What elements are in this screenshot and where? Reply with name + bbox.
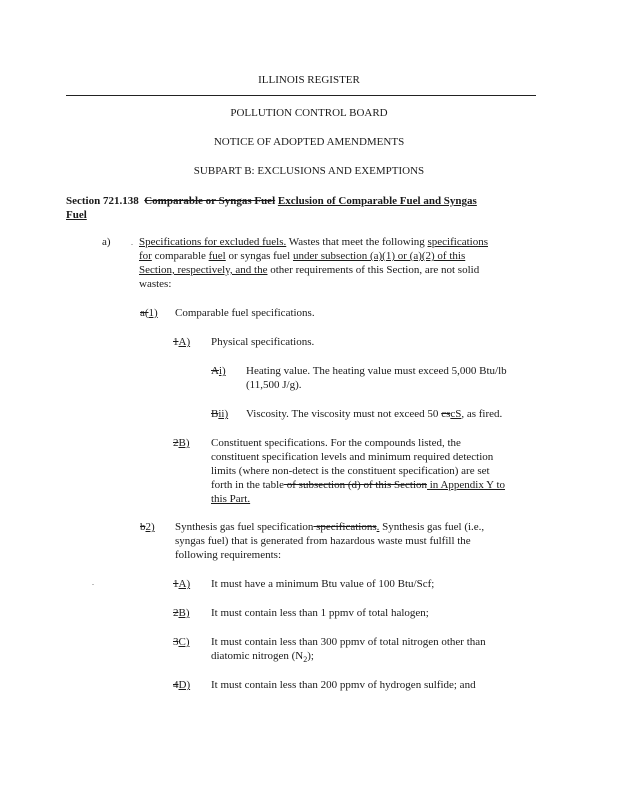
section-old-title: Comparable or Syngas Fuel [144,195,276,207]
subsection-a2D-text: It must contain less than 200 ppmv of hydrogen sulfide; and [211,679,476,691]
subsection-a-line-4: wastes: [139,278,172,290]
subsection-a-label: a) [102,236,111,248]
section-number: Section 721.138 [66,195,139,207]
header-rule [66,95,536,96]
subsection-a2A-text: It must have a minimum Btu value of 100 Btu/Scf; [211,578,435,590]
subsection-a1Ai-label: Ai) [211,365,226,377]
subsection-a1Aii-text: Viscosity. The viscosity must not exceed 50 cscS, as fired. [246,408,503,420]
subsection-a1B-line-4: forth in the table of subsection (d) of this Section in Appendix Y to [211,479,506,491]
board-title: POLLUTION CONTROL BOARD [230,107,388,119]
subsection-a1B-line-1: Constituent specifications. For the compounds listed, the [211,437,461,449]
subsection-a2B-label: 2B) [173,607,190,619]
subsection-a2-label: b2) [140,521,155,533]
subsection-a1-label: a(1) [140,307,158,319]
section-new-title: Exclusion of Comparable Fuel and Syngas [277,195,477,207]
subsection-a2D-label: 4D) [173,679,191,691]
subpart-title: SUBPART B: EXCLUSIONS AND EXEMPTIONS [193,165,425,177]
subsection-a1B-line-5: this Part. [211,493,251,505]
section-heading [66,195,477,208]
subsection-a-line-2: for comparable fuel or syngas fuel under subsection (a)(1) or (a)(2) of this [139,250,466,262]
subsection-a1B-line-2: constituent specification levels and minimum required detection [211,451,494,463]
subsection-a1A-text: Physical specifications. [211,336,315,348]
subsection-a1B-label: 2B) [173,437,190,449]
subsection-a2C-line-1: It must contain less than 300 ppmv of total nitrogen other than [211,636,486,648]
subsection-a2B-text: It must contain less than 1 ppmv of total halogen; [211,607,429,619]
subsection-a2C-label: 3C) [173,636,190,648]
subsection-a2-line-1: Synthesis gas fuel specification specifications. Synthesis gas fuel (i.e., [175,521,485,533]
subsection-a1Ai-line-1: Heating value. The heating value must exceed 5,000 Btu/lb [246,365,507,377]
margin-mark: . [131,238,133,247]
subsection-a1Ai-line-2: (11,500 J/g). [246,379,302,391]
subsection-a2A-label: 1A) [173,578,191,590]
subsection-a2-line-2: syngas fuel) that is generated from hazardous waste must fulfill the [175,535,471,547]
margin-mark: . [92,578,94,587]
subsection-a1B-line-3: limits (where non-detect is the constituent specification) are set [211,465,490,477]
subsection-a1Aii-label: Bii) [211,408,229,420]
subsection-a2-line-3: following requirements: [175,549,282,561]
subsection-a1-text: Comparable fuel specifications. [175,307,315,319]
register-title: ILLINOIS REGISTER [258,74,360,86]
subsection-a2C-line-2: diatomic nitrogen $(N_2)$; [211,650,314,665]
subsection-a-line-3: Section, respectively, and the other requirements of this Section, are not solid [139,264,480,276]
notice-title: NOTICE OF ADOPTED AMENDMENTS [213,136,405,148]
section-new-title-continued: Fuel [66,209,87,221]
subsection-a-line-1: Specifications for excluded fuels. Wastes that meet the following specifications [139,236,488,248]
subsection-a1A-label: 1A) [173,336,191,348]
